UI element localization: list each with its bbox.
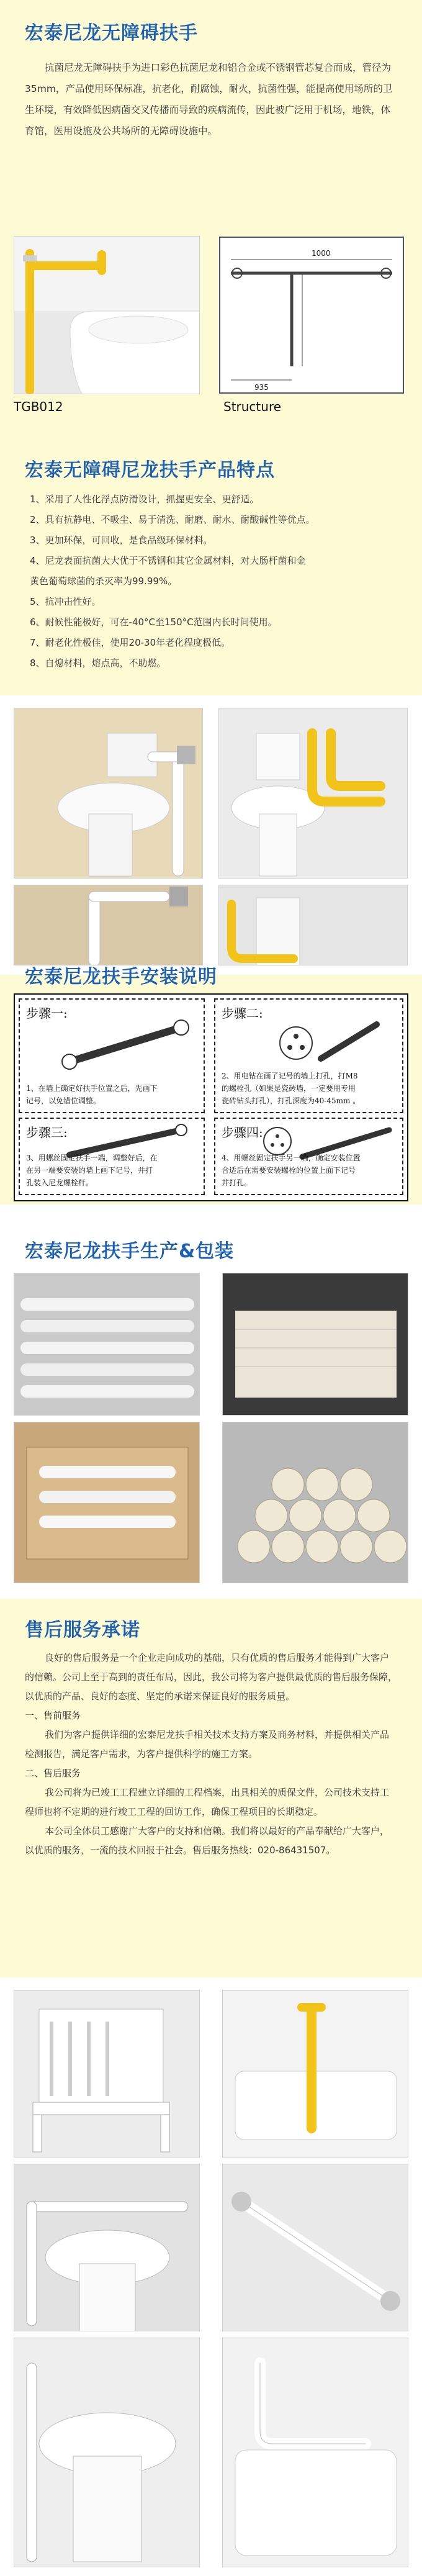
after-sales-paragraph: 良好的售后服务是一个企业走向成功的基础，只有优质的售后服务才能得到广大客户的信赖。公司上至于高到的责任布局，因此，我公司将为客户提供最优质的售后服务保障，以优质的产品、良好的态度、坚定的承诺来保证良好的服务质量。	[25, 1652, 398, 1702]
feature-item: 6、耐候性能极好，可在-40°C至150°C范围内长时间使用。	[30, 617, 277, 628]
step-text: 4、用螺丝固定扶手另一端，确定安装位置 合适后在需要安装螺栓的位置上面下记号 并打孔。	[222, 1154, 361, 1187]
after-sales-paragraph: 本公司全体员工感谢广大客户的支持和信赖。我们将以最好的产品奉献给广大客户，以优质的服务，一流的技术回报于社会。售后服务热线：020-86431507。	[25, 1825, 390, 1856]
packaging-photo-2	[222, 1422, 408, 1583]
install-title: 宏泰尼龙扶手安装说明	[25, 966, 217, 988]
feature-item: 1、采用了人性化浮点防滑设计，抓握更安全、更舒适。	[30, 494, 259, 505]
feature-item: 5、抗冲击性好。	[30, 596, 101, 607]
production-title: 宏泰尼龙扶手生产&包装	[25, 1241, 235, 1262]
feature-item: 黄色葡萄球菌的杀灭率为99.99%。	[30, 576, 177, 587]
gap	[0, 1208, 422, 1214]
production-photo-1	[14, 1273, 200, 1416]
production-photo-2	[222, 1273, 408, 1416]
bathtub-photo-2	[222, 2338, 408, 2567]
after-sales-heading: 二、售后服务	[25, 1768, 81, 1779]
intro-body: 抗菌尼龙无障碍扶手为进口彩色抗菌尼龙和铝合金或不锈钢管芯复合而成，管径为35mm，产品使用环保标准，抗老化，耐腐蚀，耐火，抗菌性强，能提高使用场所的卫生环境，有效降低因病菌交叉传播而导致的疾病流传，因此被广泛用于机场，地铁，体育馆，医用设施及公共场所的无障碍设施中。	[25, 62, 393, 137]
step-label: 步骤三:	[26, 1125, 68, 1140]
yellow-rail-photo	[218, 885, 408, 965]
bathtub-rail-photo	[222, 1990, 408, 2158]
dim-top-label: 1000	[312, 249, 331, 258]
feature-item: 3、更加环保，可回收，是食品级环保材料。	[30, 535, 213, 546]
feature-item: 7、耐老化性极佳，使用20-30年老化程度极低。	[30, 637, 231, 648]
after-sales-paragraph: 我公司将为已竣工工程建立详细的工程档案，出具相关的质保文件，公司技术支持工程师也将不定期的进行竣工工程的回访工作，确保工程项目的长期稳定。	[25, 1787, 390, 1817]
wall-bar-photo	[222, 2164, 408, 2331]
toilet-photo-folding-rail	[14, 708, 203, 879]
step-text: 3、用螺丝固定扶手一端，调整好后，在 在另一端要安装的墙上画下记号，并打 孔装入尼龙螺栓杆。	[26, 1154, 158, 1187]
features-list	[30, 489, 402, 674]
toilet-rail-photo-2	[14, 2164, 200, 2331]
after-sales-paragraph: 我们为客户提供详细的宏泰尼龙扶手相关技术支持方案及商务材料，并提供相关产品检测报告，满足客户需求，为客户提供科学的施工方案。	[25, 1729, 390, 1760]
feature-item: 4、尼龙表面抗菌大大优于不锈钢和其它金属材料，对大肠杆菌和金	[30, 555, 306, 566]
step-text	[19, 1171, 47, 1172]
wall-rail-photo	[14, 885, 203, 965]
toilet-bowl-photo	[14, 2338, 200, 2567]
step-label: 步骤四:	[222, 1125, 263, 1140]
after-sales-title: 售后服务承诺	[25, 1619, 140, 1641]
toilet-photo-u-rail	[218, 708, 408, 879]
step-label: 步骤一:	[26, 1006, 68, 1021]
structure-diagram	[218, 236, 405, 394]
install-step-4	[214, 1118, 403, 1195]
shower-seat-photo	[14, 1990, 200, 2158]
feature-item: 2、具有抗静电、不吸尘、易于清洗、耐磨、耐水、耐酸碱性等优点。	[30, 514, 315, 525]
photo-caption: TGB012	[14, 399, 63, 414]
step-text: 1、在墙上确定好扶手位置之后，先画下 记号，以免错位调整。	[26, 1084, 158, 1105]
features-title: 宏泰无障碍尼龙扶手产品特点	[25, 459, 275, 481]
diagram-caption: Structure	[223, 399, 282, 414]
after-sales-heading: 一、售前服务	[25, 1710, 81, 1721]
after-sales-body	[25, 1648, 397, 1860]
feature-item: 8、自熄材料，熔点高，不助燃。	[30, 658, 166, 669]
packaging-photo-1	[14, 1422, 200, 1583]
step-label: 步骤二:	[222, 1006, 263, 1021]
product-photo-bathtub-rail	[14, 236, 200, 394]
install-step-2	[214, 998, 403, 1113]
intro-title: 宏泰尼龙无障碍扶手	[25, 22, 198, 44]
dim-bottom-label: 935	[254, 383, 269, 392]
install-step-3	[19, 1118, 205, 1195]
step-text: 2、用电钻在画了记号的墙上打孔，打M8 的螺栓孔（如果是瓷砖墙，一定要用专用 瓷砖钻头打孔），打孔深度为40-45mm 。	[222, 1072, 361, 1105]
install-step-1	[19, 998, 205, 1113]
